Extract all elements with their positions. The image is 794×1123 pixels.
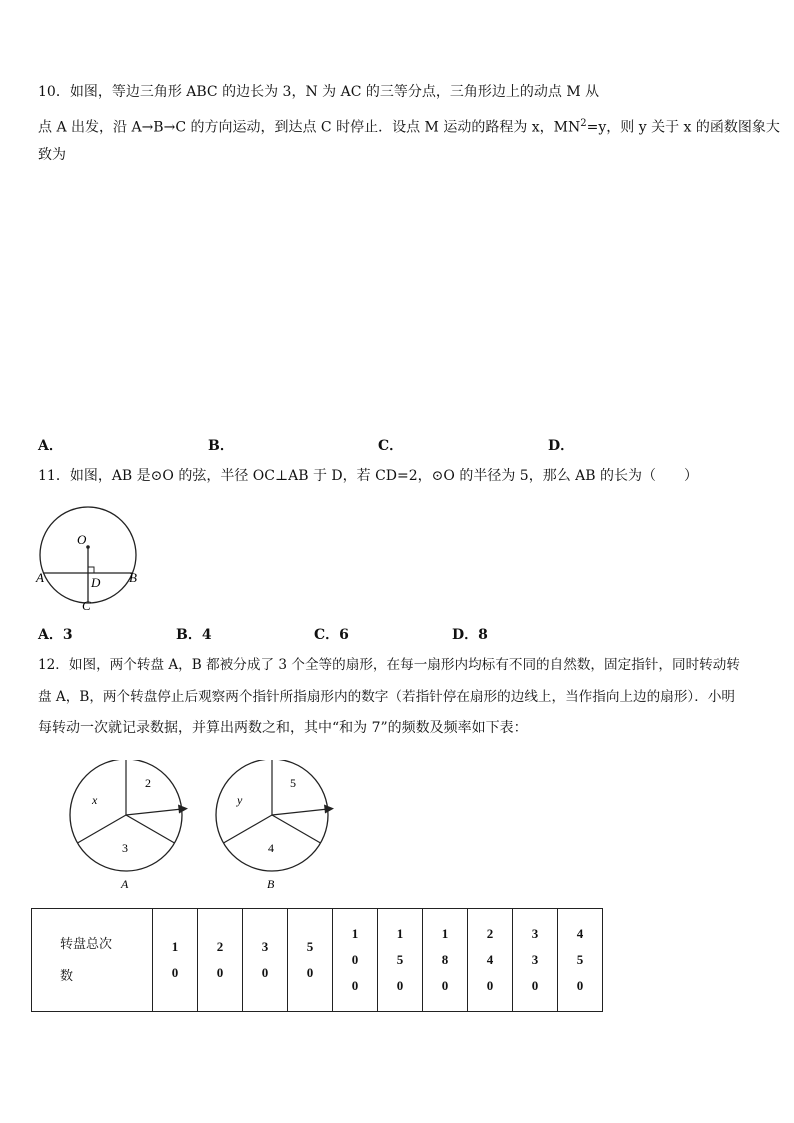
table-header-line1: 转盘总次 xyxy=(60,936,113,951)
spinner-b xyxy=(210,760,340,895)
cell-digit: 0 xyxy=(351,978,359,993)
cell-digit: 0 xyxy=(261,965,269,980)
cell-digit: 3 xyxy=(531,952,539,967)
q11-text: 11．如图，AB 是⊙O 的弦，半径 OC⊥AB 于 D，若 CD=2，⊙O 的半径为 5，那么 AB 的长为（ ） xyxy=(38,468,698,484)
spinner-a-arrow-icon xyxy=(178,805,188,814)
spinner-a xyxy=(64,760,194,895)
table-header-cell xyxy=(32,909,153,1012)
cell-digit: 0 xyxy=(396,978,404,993)
q10-option-d: D． xyxy=(548,438,575,454)
cell-digit: 0 xyxy=(576,978,584,993)
label-a: A xyxy=(36,570,44,585)
cell-digit: 1 xyxy=(351,926,359,941)
cell-digit: 0 xyxy=(306,965,314,980)
q12-line2: 盘 A，B，两个转盘停止后观察两个指针所指扇形内的数字（若指针停在扇形的边线上，当作指向上边的扇形）．小明 xyxy=(38,689,736,705)
spinner-b-arrow-icon xyxy=(324,805,334,814)
spinner-b-label: B xyxy=(267,877,275,891)
q11-option-a: A．3 xyxy=(38,627,73,643)
table-cell xyxy=(468,909,513,1012)
cell-digit: 1 xyxy=(396,926,404,941)
cell-digit: 3 xyxy=(261,939,269,954)
spinner-b-sector-2: y xyxy=(237,793,243,807)
q12-line3: 每转动一次就记录数据，并算出两数之和，其中“和为 7”的频数及频率如下表： xyxy=(38,720,528,736)
label-d: D xyxy=(91,575,101,590)
q11-option-b: B．4 xyxy=(176,627,212,643)
cell-digit: 2 xyxy=(486,926,494,941)
label-c: C xyxy=(82,598,91,612)
spinner-b-sector-3: 4 xyxy=(268,841,274,855)
cell-digit: 5 xyxy=(306,939,314,954)
frequency-table xyxy=(31,908,603,1012)
spinner-a-sector-1: 2 xyxy=(145,776,151,790)
q11-option-c: C．6 xyxy=(314,627,349,643)
circle-figure xyxy=(33,500,143,612)
spinner-a-label: A xyxy=(121,877,129,891)
table-row xyxy=(32,909,603,1012)
center-point xyxy=(86,545,90,549)
spinner-b-pointer xyxy=(272,809,328,815)
q10-line2 xyxy=(38,115,780,137)
cell-digit: 5 xyxy=(576,952,584,967)
label-o: O xyxy=(77,532,87,547)
table-cell xyxy=(378,909,423,1012)
spinner-a-divider-left xyxy=(78,815,127,843)
cell-digit: 1 xyxy=(441,926,449,941)
cell-digit: 0 xyxy=(486,978,494,993)
table-cell xyxy=(558,909,603,1012)
cell-digit: 4 xyxy=(576,926,584,941)
table-cell xyxy=(153,909,198,1012)
table-cell xyxy=(243,909,288,1012)
cell-digit: 0 xyxy=(171,965,179,980)
q10-line3: 致为 xyxy=(38,147,66,163)
table-header-line2: 数 xyxy=(60,968,74,983)
table-cell xyxy=(423,909,468,1012)
spinner-b-divider-left xyxy=(224,815,273,843)
cell-digit: 2 xyxy=(216,939,224,954)
q12-line1: 12．如图，两个转盘 A，B 都被分成了 3 个全等的扇形，在每一扇形内均标有不同的自然数，固定指针，同时转动转 xyxy=(38,657,740,673)
cell-digit: 5 xyxy=(396,952,404,967)
cell-digit: 0 xyxy=(531,978,539,993)
table-cell xyxy=(513,909,558,1012)
right-angle-mark xyxy=(88,567,94,573)
table-cell xyxy=(333,909,378,1012)
label-b: B xyxy=(129,570,137,585)
q10-line2-sup: 2 xyxy=(580,118,587,129)
table-cell xyxy=(198,909,243,1012)
spinner-b-divider-right xyxy=(272,815,321,843)
cell-digit: 4 xyxy=(486,952,494,967)
table-cell xyxy=(288,909,333,1012)
cell-digit: 8 xyxy=(441,952,449,967)
spinner-b-sector-1: 5 xyxy=(290,776,296,790)
cell-digit: 3 xyxy=(531,926,539,941)
q10-line2-b: =y，则 y 关于 x 的函数图象大 xyxy=(586,119,780,136)
cell-digit: 0 xyxy=(216,965,224,980)
spinner-a-sector-2: x xyxy=(92,793,98,807)
q10-option-b: B． xyxy=(208,438,234,454)
spinner-a-divider-right xyxy=(126,815,175,843)
cell-digit: 0 xyxy=(441,978,449,993)
q10-option-c: C． xyxy=(378,438,404,454)
spinner-a-pointer xyxy=(126,809,182,815)
q11-option-d: D．8 xyxy=(452,627,488,643)
spinner-a-sector-3: 3 xyxy=(122,841,128,855)
q10-line2-a: 点 A 出发，沿 A→B→C 的方向运动，到达点 C 时停止．设点 M 运动的路程为 x，MN xyxy=(38,119,581,136)
cell-digit: 1 xyxy=(171,939,179,954)
q10-option-a: A． xyxy=(38,438,63,454)
cell-digit: 0 xyxy=(351,952,359,967)
q10-line1: 10．如图，等边三角形 ABC 的边长为 3，N 为 AC 的三等分点，三角形边上的动点 M 从 xyxy=(38,84,600,100)
